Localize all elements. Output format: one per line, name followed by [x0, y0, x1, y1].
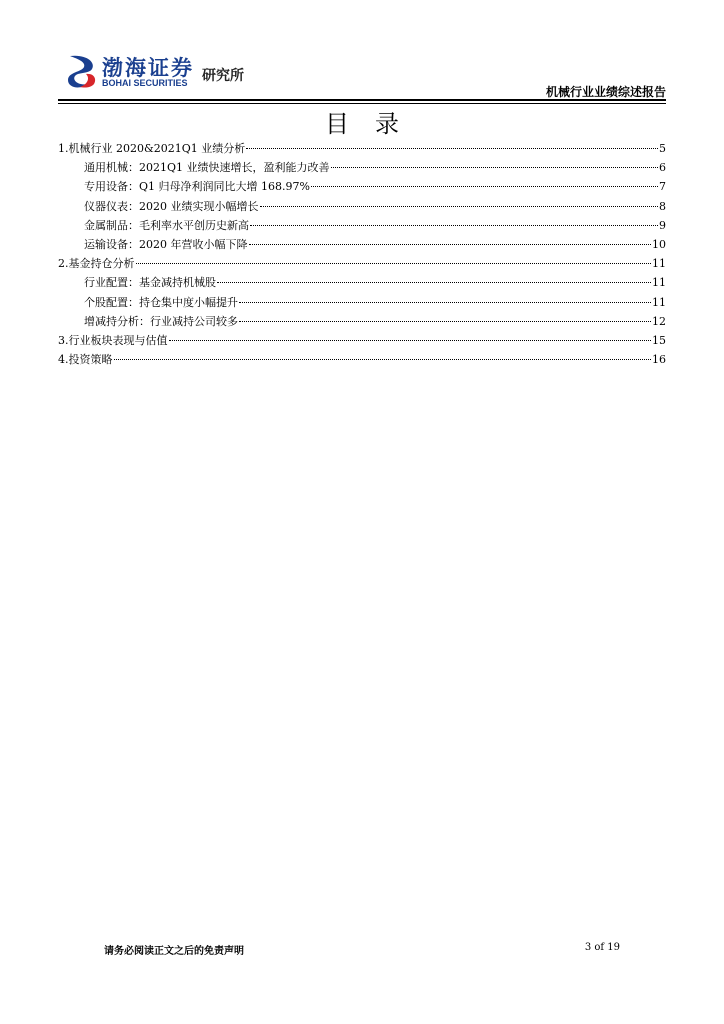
toc-entry-page: 6	[659, 161, 666, 175]
toc-entry-title: 运输设备：2020 年营收小幅下降	[84, 237, 248, 251]
toc-dot-leader	[246, 148, 658, 149]
toc-entry[interactable]	[58, 274, 666, 293]
page-number: 3 of 19	[584, 942, 620, 953]
toc-dot-leader	[169, 340, 652, 341]
toc-dot-leader	[250, 225, 658, 226]
toc-title: 目录	[325, 110, 425, 138]
toc-entry-page: 11	[652, 295, 666, 309]
toc-entry-title: 3.行业板块表现与估值	[58, 333, 168, 347]
toc-entry-title: 金属制品：毛利率水平创历史新高	[84, 218, 249, 232]
toc-dot-leader	[260, 206, 659, 207]
toc-entry-page: 8	[659, 199, 666, 213]
toc-entry[interactable]	[58, 236, 666, 255]
toc-dot-leader	[239, 302, 651, 303]
page-header	[0, 0, 724, 100]
logo-chinese-name: 渤海证券	[102, 56, 194, 80]
toc-entry[interactable]	[58, 294, 666, 313]
toc-entry[interactable]	[58, 313, 666, 332]
toc-entry-title: 专用设备：Q1 归母净利润同比大增 168.97%	[84, 180, 310, 194]
toc-dot-leader	[217, 282, 651, 283]
toc-entry-page: 9	[659, 218, 666, 232]
toc-entry[interactable]	[58, 332, 666, 351]
toc-entry[interactable]	[58, 255, 666, 274]
toc-entry-title: 仪器仪表：2020 业绩实现小幅增长	[84, 199, 259, 213]
toc-dot-leader	[239, 321, 651, 322]
toc-entry-page: 16	[652, 353, 666, 367]
toc-dot-leader	[249, 244, 652, 245]
toc-entry-title: 4.投资策略	[58, 353, 113, 367]
toc-entry-page: 12	[652, 314, 666, 328]
toc-entry-title: 个股配置：持仓集中度小幅提升	[84, 295, 238, 309]
toc-entry-page: 7	[659, 180, 666, 194]
bohai-logo-icon	[66, 54, 98, 90]
toc-entry-page: 10	[652, 237, 666, 251]
toc-entry-page: 5	[659, 142, 666, 155]
toc-dot-leader	[311, 186, 658, 187]
toc-entry[interactable]	[58, 178, 666, 197]
toc-entry-page: 11	[652, 257, 666, 271]
toc-entry-title: 通用机械：2021Q1 业绩快速增长，盈利能力改善	[84, 161, 330, 175]
toc-entry-title: 增减持分析：行业减持公司较多	[84, 314, 238, 328]
header-rule-thick	[58, 99, 666, 101]
toc-entry-page: 15	[652, 333, 666, 347]
toc-entry-page: 11	[652, 276, 666, 290]
report-type-label: 机械行业业绩综述报告	[545, 85, 666, 99]
toc-entry[interactable]	[58, 217, 666, 236]
toc-dot-leader	[331, 167, 658, 168]
logo-institute-label: 研究所	[202, 68, 244, 84]
disclaimer-note: 请务必阅读正文之后的免责声明	[104, 946, 244, 957]
toc-entry-title: 2.基金持仓分析	[58, 257, 135, 271]
toc-entry-title: 1.机械行业 2020&2021Q1 业绩分析	[58, 142, 246, 155]
toc-entry-title: 行业配置：基金减持机械股	[84, 276, 216, 290]
toc-dot-leader	[114, 359, 652, 360]
toc-entry[interactable]	[58, 198, 666, 217]
logo-english-name: BOHAI SECURITIES	[102, 78, 188, 88]
toc-dot-leader	[136, 263, 652, 264]
toc-entry[interactable]	[58, 159, 666, 178]
table-of-contents	[58, 140, 666, 370]
toc-entry[interactable]	[58, 140, 666, 159]
toc-entry[interactable]	[58, 351, 666, 370]
